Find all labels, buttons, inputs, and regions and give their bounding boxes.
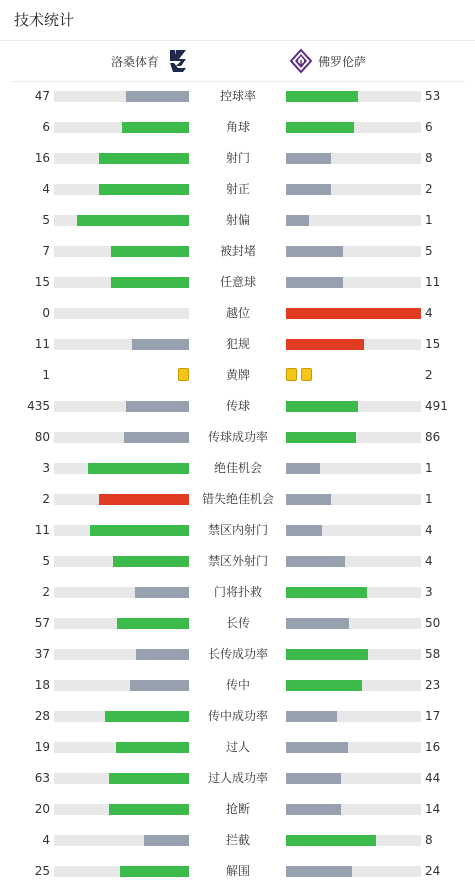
away-stat-bar-fill: [286, 277, 343, 288]
away-stat-value: 16: [425, 740, 441, 754]
home-stat-bar-fill: [144, 835, 189, 846]
home-stat-value: 37: [34, 647, 50, 661]
stat-label: 门将扑救: [213, 585, 262, 599]
home-stat-bar: [54, 308, 189, 319]
yellow-card-icon: [301, 368, 312, 381]
stat-row: [0, 174, 475, 205]
stat-label: 射门: [225, 151, 250, 165]
stats-list: [0, 81, 475, 887]
stat-row: [0, 484, 475, 515]
stat-row: [0, 825, 475, 856]
stat-label: 传球: [225, 399, 250, 413]
stat-label: 绝佳机会: [213, 461, 262, 475]
stat-row: [0, 546, 475, 577]
home-stat-bar: [54, 680, 189, 691]
home-stat-bar: [54, 773, 189, 784]
away-stat-bar-fill: [286, 835, 376, 846]
home-stat-bar-fill: [90, 525, 189, 536]
stat-label: 控球率: [219, 89, 256, 103]
stat-row: [0, 856, 475, 887]
home-stat-bar-fill: [124, 432, 189, 443]
away-stat-value: 6: [425, 120, 433, 134]
stat-label: 抢断: [225, 802, 250, 816]
away-stat-bar: [286, 463, 421, 474]
home-stat-bar: [54, 432, 189, 443]
away-stat-value: 8: [425, 151, 433, 165]
home-stat-value: 7: [42, 244, 50, 258]
home-stat-value: 57: [34, 616, 50, 630]
away-stat-bar: [286, 866, 421, 877]
home-stat-value: 19: [34, 740, 50, 754]
away-team[interactable]: [290, 41, 366, 81]
yellow-card-icon: [286, 368, 297, 381]
home-stat-bar-fill: [77, 215, 189, 226]
away-stat-bar: [286, 680, 421, 691]
away-stat-bar: [286, 742, 421, 753]
home-stat-bar: [54, 184, 189, 195]
away-stat-bar: [286, 587, 421, 598]
away-stat-bar-fill: [286, 618, 349, 629]
away-stat-bar: [286, 804, 421, 815]
home-stat-bar-fill: [132, 339, 189, 350]
away-stat-value: 17: [425, 709, 441, 723]
away-stat-value: 4: [425, 554, 433, 568]
away-stat-bar: [286, 649, 421, 660]
home-stat-bar-fill: [111, 246, 189, 257]
home-stat-value: 16: [34, 151, 50, 165]
away-stat-bar-fill: [286, 804, 341, 815]
away-stat-bar: [286, 122, 421, 133]
stat-label: 禁区内射门: [207, 523, 268, 537]
home-stat-bar: [54, 525, 189, 536]
home-stat-value: 80: [34, 430, 50, 444]
stat-row: [0, 577, 475, 608]
page-title: 技术统计: [14, 11, 75, 29]
away-stat-bar: [286, 525, 421, 536]
stat-label: 长传成功率: [207, 647, 268, 661]
stat-row: [0, 670, 475, 701]
away-stat-bar: [286, 277, 421, 288]
home-stat-bar-fill: [109, 773, 189, 784]
away-stat-bar-fill: [286, 680, 362, 691]
away-stat-bar-fill: [286, 153, 331, 164]
stat-label: 错失绝佳机会: [201, 492, 274, 506]
away-stat-value: 3: [425, 585, 433, 599]
stat-label: 传中: [225, 678, 250, 692]
away-stat-bar-fill: [286, 587, 367, 598]
away-stat-bar: [286, 711, 421, 722]
home-stat-value: 0: [42, 306, 50, 320]
home-stat-value: 3: [42, 461, 50, 475]
stat-row: [0, 112, 475, 143]
stat-row: [0, 267, 475, 298]
away-stat-value: 2: [425, 368, 433, 382]
away-stat-bar-fill: [286, 339, 364, 350]
away-stat-bar: [286, 308, 421, 319]
away-stat-value: 491: [425, 399, 448, 413]
away-stat-bar-fill: [286, 649, 368, 660]
away-stat-value: 23: [425, 678, 441, 692]
away-stat-bar-fill: [286, 401, 358, 412]
teams-header: [0, 41, 475, 81]
home-stat-bar-fill: [99, 184, 189, 195]
away-stat-bar-fill: [286, 463, 320, 474]
home-stat-bar-fill: [122, 122, 190, 133]
away-stat-bar: [286, 215, 421, 226]
home-stat-value: 47: [34, 89, 50, 103]
away-stat-bar: [286, 91, 421, 102]
home-stat-bar-fill: [105, 711, 189, 722]
home-stat-value: 6: [42, 120, 50, 134]
home-stat-bar-fill: [130, 680, 189, 691]
away-stat-bar-fill: [286, 184, 331, 195]
away-stat-bar: [286, 556, 421, 567]
home-stat-bar-fill: [113, 556, 189, 567]
home-stat-bar: [54, 153, 189, 164]
away-stat-bar-fill: [286, 556, 345, 567]
home-stat-value: 11: [34, 523, 50, 537]
home-stat-bar: [54, 246, 189, 257]
home-stat-bar: [54, 277, 189, 288]
stat-label: 传中成功率: [207, 709, 268, 723]
home-stat-bar-fill: [99, 494, 189, 505]
home-stat-bar: [54, 339, 189, 350]
stat-label: 禁区外射门: [207, 554, 268, 568]
stat-row: [0, 732, 475, 763]
away-stat-value: 15: [425, 337, 441, 351]
stat-label: 过人成功率: [207, 771, 268, 785]
home-stat-bar: [54, 866, 189, 877]
home-stat-value: 2: [42, 585, 50, 599]
stat-row: [0, 453, 475, 484]
home-stat-bar-fill: [117, 618, 189, 629]
home-stat-bar-fill: [120, 866, 189, 877]
home-stat-bar: [54, 711, 189, 722]
home-stat-bar: [54, 215, 189, 226]
home-stat-bar: [54, 122, 189, 133]
home-stat-bar: [54, 587, 189, 598]
away-stat-value: 50: [425, 616, 441, 630]
home-stat-value: 28: [34, 709, 50, 723]
home-stat-bar: [54, 463, 189, 474]
home-stat-bar: [54, 618, 189, 629]
away-stat-value: 44: [425, 771, 441, 785]
away-stat-bar-fill: [286, 122, 354, 133]
stat-row: [0, 391, 475, 422]
home-stat-bar-fill: [116, 742, 189, 753]
away-stat-value: 4: [425, 306, 433, 320]
away-stat-value: 1: [425, 461, 433, 475]
away-stat-value: 8: [425, 833, 433, 847]
home-stat-value: 20: [34, 802, 50, 816]
away-stat-bar-fill: [286, 711, 337, 722]
away-stat-value: 86: [425, 430, 441, 444]
home-yellow-cards: [178, 368, 189, 382]
away-stat-bar-fill: [286, 494, 331, 505]
home-stat-bar-fill: [135, 587, 189, 598]
home-stat-bar-fill: [88, 463, 189, 474]
away-stat-value: 4: [425, 523, 433, 537]
home-stat-bar: [54, 804, 189, 815]
home-stat-bar-fill: [126, 401, 189, 412]
away-stat-value: 24: [425, 864, 441, 878]
stat-label: 角球: [225, 120, 250, 134]
stat-row: [0, 298, 475, 329]
away-stat-bar-fill: [286, 525, 322, 536]
home-stat-bar: [54, 401, 189, 412]
stat-label: 解围: [225, 864, 250, 878]
home-stat-bar-fill: [109, 804, 189, 815]
home-stat-value: 2: [42, 492, 50, 506]
home-stat-value: 5: [42, 554, 50, 568]
away-stat-bar-fill: [286, 773, 341, 784]
stat-label: 任意球: [219, 275, 256, 289]
stat-row: [0, 701, 475, 732]
home-stat-bar: [54, 835, 189, 846]
away-stat-value: 5: [425, 244, 433, 258]
home-stat-value: 18: [34, 678, 50, 692]
stat-label: 拦截: [225, 833, 250, 847]
stat-label: 长传: [225, 616, 250, 630]
stat-label: 过人: [225, 740, 250, 754]
home-stat-value: 4: [42, 182, 50, 196]
away-stat-bar-fill: [286, 432, 356, 443]
away-stat-bar: [286, 339, 421, 350]
away-stat-bar-fill: [286, 866, 352, 877]
stat-row: [0, 81, 475, 112]
home-stat-bar: [54, 742, 189, 753]
home-stat-value: 25: [34, 864, 50, 878]
away-stat-value: 1: [425, 213, 433, 227]
home-stat-value: 1: [42, 368, 50, 382]
home-team-name: 洛桑体育: [110, 54, 159, 69]
stat-row: [0, 329, 475, 360]
lausanne-crest-icon: [167, 48, 189, 74]
stat-label: 犯规: [225, 337, 250, 351]
home-stat-value: 435: [27, 399, 50, 413]
stat-label: 被封堵: [219, 244, 256, 258]
fiorentina-crest-icon: [290, 48, 312, 74]
home-stat-value: 5: [42, 213, 50, 227]
home-stat-bar-fill: [99, 153, 189, 164]
home-stat-value: 63: [34, 771, 50, 785]
away-stat-bar-fill: [286, 91, 358, 102]
home-stat-bar: [54, 91, 189, 102]
home-team[interactable]: [111, 41, 189, 81]
home-stat-bar-fill: [126, 91, 189, 102]
home-stat-bar-fill: [111, 277, 189, 288]
away-stat-bar: [286, 401, 421, 412]
home-stat-value: 4: [42, 833, 50, 847]
away-stat-value: 11: [425, 275, 441, 289]
stat-row: [0, 143, 475, 174]
away-stat-bar: [286, 773, 421, 784]
away-stat-bar-fill: [286, 742, 348, 753]
away-yellow-cards: [286, 368, 312, 382]
stat-label: 传球成功率: [207, 430, 268, 444]
away-stat-value: 1: [425, 492, 433, 506]
stat-row: [0, 794, 475, 825]
stat-row: [0, 608, 475, 639]
away-team-name: 佛罗伦萨: [318, 54, 367, 69]
yellow-card-icon: [178, 368, 189, 381]
stat-row: [0, 236, 475, 267]
stat-label: 黄牌: [225, 368, 250, 382]
away-stat-bar: [286, 835, 421, 846]
away-stat-value: 14: [425, 802, 441, 816]
away-stat-bar: [286, 432, 421, 443]
away-stat-bar: [286, 153, 421, 164]
away-stat-bar-fill: [286, 308, 421, 319]
away-stat-bar: [286, 184, 421, 195]
stat-label: 射正: [225, 182, 250, 196]
home-stat-bar: [54, 556, 189, 567]
home-stat-value: 11: [34, 337, 50, 351]
stat-row: [0, 763, 475, 794]
stat-row: [0, 422, 475, 453]
stat-label: 越位: [225, 306, 250, 320]
away-stat-value: 58: [425, 647, 441, 661]
away-stat-bar-fill: [286, 215, 309, 226]
home-stat-bar-fill: [136, 649, 189, 660]
away-stat-bar: [286, 618, 421, 629]
away-stat-value: 2: [425, 182, 433, 196]
home-stat-bar: [54, 649, 189, 660]
stat-row: [0, 205, 475, 236]
away-stat-bar: [286, 494, 421, 505]
home-stat-bar: [54, 494, 189, 505]
home-stat-value: 15: [34, 275, 50, 289]
away-stat-value: 53: [425, 89, 441, 103]
stat-row: [0, 360, 475, 391]
stat-label: 射偏: [225, 213, 250, 227]
stat-row: [0, 515, 475, 546]
away-stat-bar-fill: [286, 246, 343, 257]
stat-row: [0, 639, 475, 670]
away-stat-bar: [286, 246, 421, 257]
